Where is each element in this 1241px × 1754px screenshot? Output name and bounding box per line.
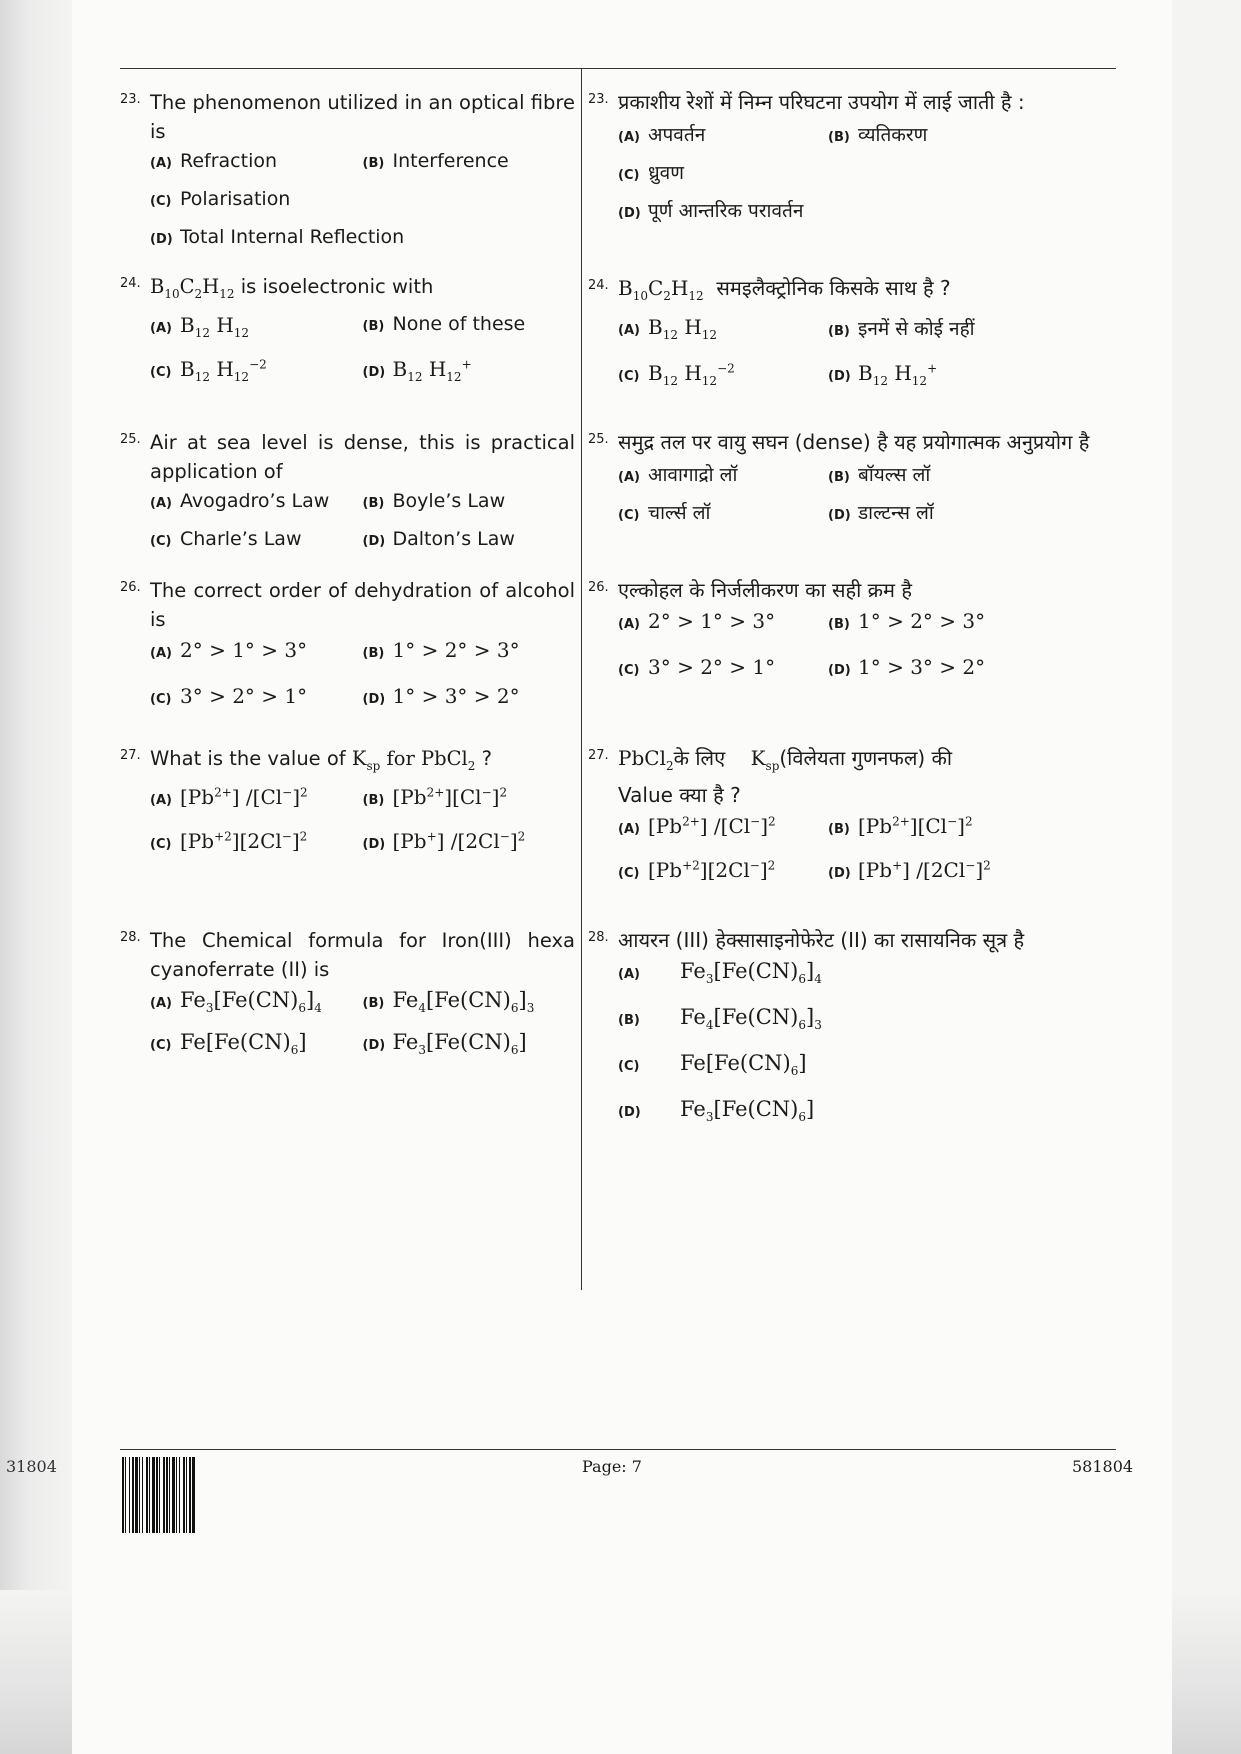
option-c: (C) $Fe[Fe(CN)_6]$ (150, 1030, 307, 1058)
option-d: (D) पूर्ण आन्तरिक परावर्तन (618, 200, 804, 222)
option-a: (A) आवागाद्रो लॉ (618, 464, 738, 486)
option-d: (D) $Fe_3[Fe(CN)_6]$ (362, 1030, 527, 1058)
option-a: (A) $[Pb^{2+}]$ $/[Cl^-]^2$ (150, 784, 308, 809)
question-number: 27. (120, 748, 141, 763)
question-23-en (120, 88, 575, 254)
option-c: (C) ध्रुवण (618, 162, 684, 184)
question-number: 27. (588, 748, 609, 763)
question-26-en (120, 576, 575, 712)
question-text: What is the value of $K_{sp}$ for PbCl$_2$ ? (150, 747, 492, 773)
question-24-hi (588, 274, 1120, 389)
formula-b10c2h12: $B_{10}C_2H_{12}$ (150, 275, 235, 301)
option-a: (A) अपवर्तन (618, 124, 706, 146)
option-c: (C) $[Pb^{+2}][2Cl^-]^2$ (618, 858, 776, 882)
option-d: (D) डाल्टन्स लॉ (828, 502, 934, 524)
question-text: आयरन (III) हेक्सासाइनोफेरेट (II) का रासायनिक सूत्र है (618, 928, 1025, 952)
option-a: (A) Refraction (150, 150, 278, 172)
option-b: (B) None of these (362, 312, 526, 335)
question-27-en (120, 744, 575, 857)
question-text: PbCl$_2$के लिए $K_{sp}(विलेयता$ गुणनफल) की Value क्या है ? (618, 746, 953, 807)
barcode (122, 1457, 292, 1533)
option-c: (C) $Fe[Fe(CN)_6]$ (618, 1051, 807, 1079)
option-d: (D) $Fe_3[Fe(CN)_6]$ (618, 1097, 815, 1125)
option-a: (A) $[Pb^{2+}]$ $/[Cl^-]^2$ (618, 814, 776, 838)
option-c: (C) चार्ल्स लॉ (618, 502, 711, 524)
question-26-hi (588, 576, 1120, 683)
option-a: (A) $Fe_3[Fe(CN)_6]_4$ (618, 959, 822, 987)
question-25-en (120, 428, 575, 556)
question-24-en (120, 272, 575, 385)
option-b: (B) इनमें से कोई नहीं (828, 318, 975, 340)
question-text: समुद्र तल पर वायु सघन (dense) है यह प्रयोगात्मक अनुप्रयोग है (618, 430, 1090, 454)
page-number: Page: 7 (582, 1457, 642, 1476)
option-b: (B) $[Pb^{2+}][Cl^-]^2$ (362, 784, 508, 809)
option-b: (B) $Fe_4[Fe(CN)_6]_3$ (618, 1005, 822, 1033)
paper-code: 581804 (1072, 1457, 1134, 1476)
question-23-hi (588, 88, 1120, 225)
option-d: (D) Total Internal Reflection (150, 226, 405, 248)
question-28-en (120, 926, 575, 1058)
question-number: 26. (120, 580, 141, 595)
option-c: (C) 3° > 2° > 1° (618, 655, 776, 679)
exam-page (72, 0, 1172, 1754)
question-text: The phenomenon utilized in an optical fibre is (150, 91, 575, 143)
footer-rule (120, 1449, 1116, 1450)
option-b: (B) व्यतिकरण (828, 124, 928, 146)
option-b: (B) Interference (362, 150, 509, 172)
question-text: एल्कोहल के निर्जलीकरण का सही क्रम है (618, 578, 912, 602)
question-text: The correct order of dehydration of alcohol is (150, 579, 575, 631)
question-25-hi (588, 428, 1120, 527)
option-c: (C) $B_{12}$ $H_{12}^{-2}$ (150, 356, 267, 384)
option-b: (B) बॉयल्स लॉ (828, 464, 931, 486)
question-number: 23. (120, 92, 141, 107)
barcode-bar (195, 1457, 196, 1533)
question-number: 24. (120, 276, 141, 291)
scan-shadow-left (0, 0, 72, 1754)
question-27-hi (588, 744, 1120, 886)
option-a: (A) $B_{12}$ $H_{12}$ (618, 315, 718, 342)
question-number: 28. (120, 930, 141, 945)
option-d: (D) Dalton’s Law (362, 528, 515, 550)
option-d: (D) [Pb+] $/[2Cl^-]^2$ (828, 858, 991, 882)
option-b: (B) 1° > 2° > 3° (362, 638, 520, 662)
option-d: (D) $B_{12}$ $H_{12}^+$ (362, 356, 472, 384)
question-number: 28. (588, 930, 609, 945)
option-a: (A) 2° > 1° > 3° (150, 638, 308, 662)
question-text: The Chemical formula for Iron(III) hexa cyanoferrate (II) is (150, 929, 575, 981)
option-a: (A) 2° > 1° > 3° (618, 609, 776, 633)
question-text: $B_{10}C_2H_{12}$ समइलैक्ट्रोनिक किसके साथ है ? (618, 276, 951, 303)
question-text: प्रकाशीय रेशों में निम्न परिघटना उपयोग में लाई जाती है : (618, 90, 1025, 114)
option-b: (B) $[Pb^{2+}][Cl^-]^2$ (828, 814, 973, 838)
option-d: (D) [Pb+] $/[2Cl^-]^2$ (362, 828, 526, 853)
option-b: (B) Boyle’s Law (362, 490, 506, 512)
question-text: $B_{10}C_2H_{12}$ is isoelectronic with (150, 275, 434, 301)
question-28-hi (588, 926, 1120, 1125)
question-number: 26. (588, 580, 609, 595)
option-c: (C) Charle’s Law (150, 528, 302, 550)
top-rule (120, 68, 1116, 69)
question-number: 25. (120, 432, 141, 447)
question-number: 25. (588, 432, 609, 447)
option-a: (A) $Fe_3[Fe(CN)_6]_4$ (150, 988, 322, 1016)
option-a: (A) Avogadro’s Law (150, 490, 330, 512)
option-d: (D) 1° > 3° > 2° (828, 655, 986, 679)
question-number: 24. (588, 278, 609, 293)
option-d: (D) 1° > 3° > 2° (362, 684, 520, 708)
option-c: (C) $B_{12}$ $H_{12}^{-2}$ (618, 361, 735, 388)
option-b: (B) 1° > 2° > 3° (828, 609, 986, 633)
option-a: (A) $B_{12}$ $H_{12}$ (150, 312, 250, 340)
option-c: (C) Polarisation (150, 188, 291, 210)
option-c: (C) $[Pb^{+2}][2Cl^-]^2$ (150, 828, 308, 853)
question-text: Air at sea level is dense, this is practical application of (150, 431, 575, 483)
paper-code-fragment: 31804 (6, 1457, 57, 1476)
option-d: (D) $B_{12}$ $H_{12}^+$ (828, 361, 938, 388)
option-c: (C) 3° > 2° > 1° (150, 684, 308, 708)
option-b: (B) $Fe_4[Fe(CN)_6]_3$ (362, 988, 535, 1016)
question-number: 23. (588, 92, 609, 107)
column-divider (581, 68, 582, 1290)
